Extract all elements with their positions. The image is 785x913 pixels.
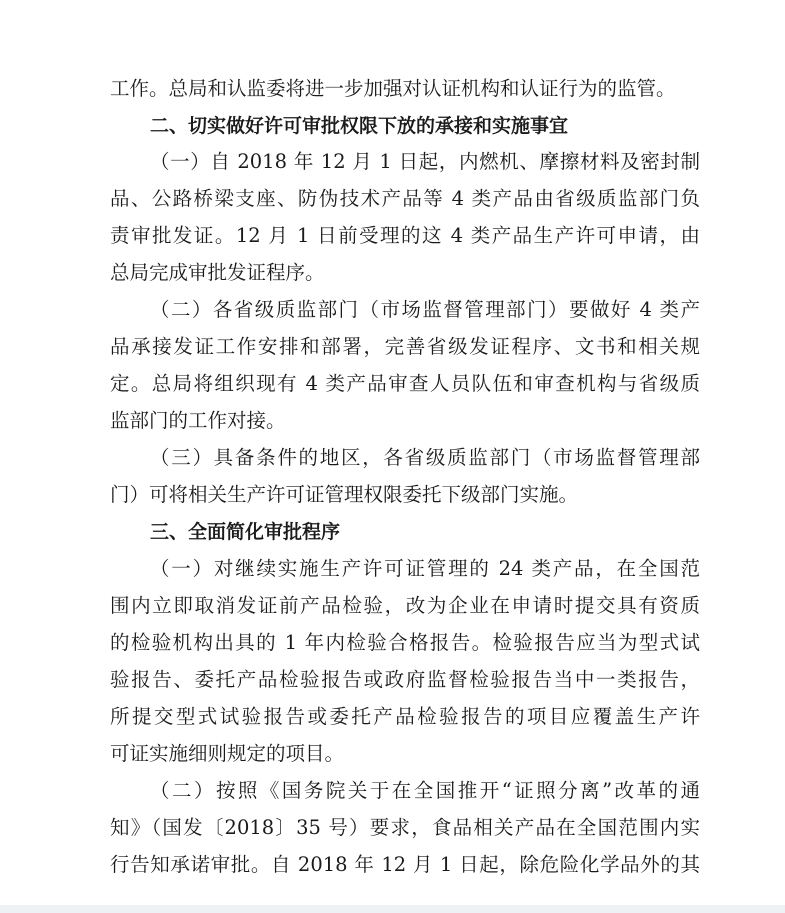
section-heading: 二、切实做好许可审批权限下放的承接和实施事宜 bbox=[150, 115, 569, 137]
text-line: 行告知承诺审批。自 2018 年 12 月 1 日起，除危险化学品外的其 bbox=[110, 853, 700, 876]
bottom-edge-bar bbox=[0, 905, 785, 913]
text-line: 总局完成审批发证程序。 bbox=[110, 261, 325, 284]
text-line: 门）可将相关生产许可证管理权限委托下级部门实施。 bbox=[110, 483, 579, 506]
text-line: 验报告、委托产品检验报告或政府监督检验报告当中一类报告， bbox=[110, 668, 700, 691]
text-line: （二）按照《国务院关于在全国推开“证照分离”改革的通 bbox=[150, 779, 700, 802]
text-line: 品承接发证工作安排和部署，完善省级发证程序、文书和相关规 bbox=[110, 335, 700, 358]
text-line: 品、公路桥梁支座、防伪技术产品等 4 类产品由省级质监部门负 bbox=[110, 187, 700, 210]
text-line: （三）具备条件的地区，各省级质监部门（市场监督管理部 bbox=[150, 446, 700, 469]
text-line: 的检验机构出具的 1 年内检验合格报告。检验报告应当为型式试 bbox=[110, 631, 700, 654]
section-heading: 三、全面简化审批程序 bbox=[150, 521, 341, 543]
text-line: （一）对继续实施生产许可证管理的 24 类产品，在全国范 bbox=[150, 557, 700, 580]
text-line: 围内立即取消发证前产品检验，改为企业在申请时提交具有资质 bbox=[110, 594, 700, 617]
text-line: 可证实施细则规定的项目。 bbox=[110, 742, 345, 765]
text-line: 知》（国发〔2018〕35 号）要求，食品相关产品在全国范围内实 bbox=[110, 816, 700, 839]
text-line: 监部门的工作对接。 bbox=[110, 409, 286, 432]
text-line: 定。总局将组织现有 4 类产品审查人员队伍和审查机构与省级质 bbox=[110, 372, 700, 395]
text-line: （一）自 2018 年 12 月 1 日起，内燃机、摩擦材料及密封制 bbox=[150, 150, 700, 173]
text-line: （二）各省级质监部门（市场监督管理部门）要做好 4 类产 bbox=[150, 298, 700, 321]
text-line: 责审批发证。12 月 1 日前受理的这 4 类产品生产许可申请，由 bbox=[110, 224, 700, 247]
text-line: 工作。总局和认监委将进一步加强对认证机构和认证行为的监管。 bbox=[110, 77, 676, 100]
text-line: 所提交型式试验报告或委托产品检验报告的项目应覆盖生产许 bbox=[110, 705, 700, 728]
